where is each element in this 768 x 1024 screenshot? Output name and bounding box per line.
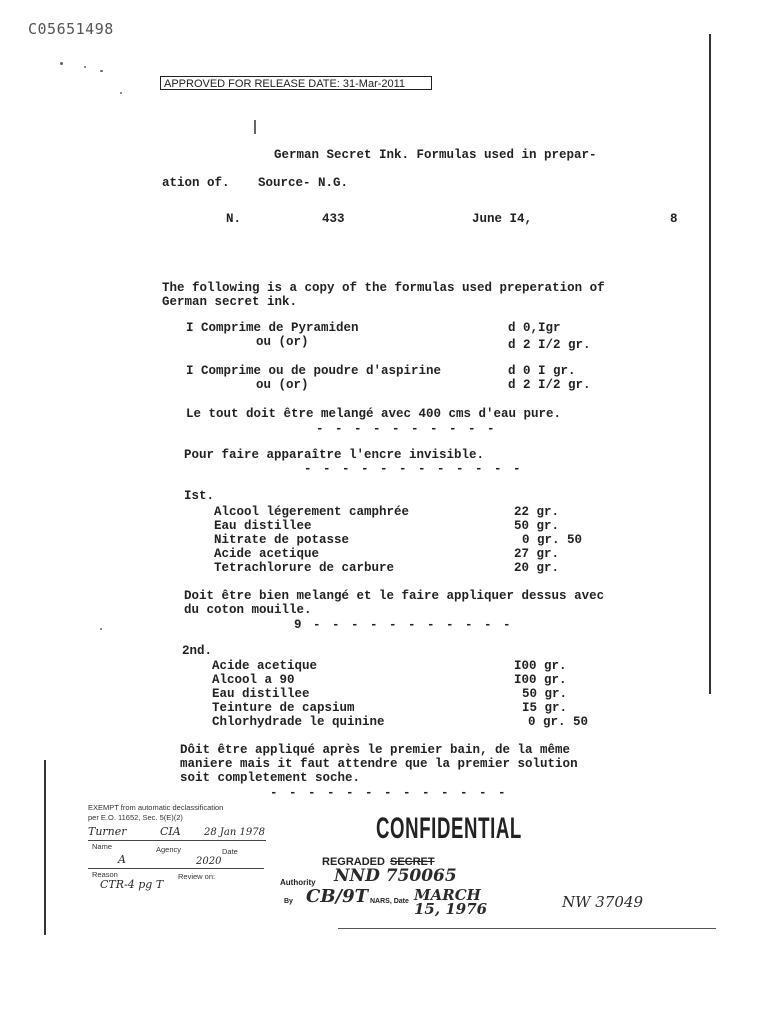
formula-name: ou (or) — [256, 378, 309, 392]
separator: - - - - - - - - - - - - — [304, 462, 523, 476]
ingredient-name: Tetrachlorure de carbure — [214, 561, 395, 575]
scan-speck — [60, 62, 63, 65]
second-solution-note-2: maniere mais it faut attendre que la premier solution — [180, 757, 578, 771]
exempt-line-2: per E.O. 11652, Sec. 5(E)(2) — [88, 813, 183, 822]
ingredient-name: Acide acetique — [212, 659, 318, 673]
scan-speck — [84, 66, 86, 68]
ingredient-qty: 27 gr. — [514, 547, 560, 561]
ingredient-qty: 50 gr. — [522, 687, 568, 701]
exempt-divider — [88, 840, 266, 841]
regraded-label: REGRADED — [322, 856, 385, 868]
formula-qty: d 2 I/2 gr. — [508, 338, 591, 352]
ingredient-qty: 22 gr. — [514, 505, 560, 519]
separator: - - - - - - - - - - — [316, 422, 497, 436]
first-solution-note-1: Doit être bien melangé et le faire appliquer dessus avec — [184, 589, 605, 603]
ingredient-name: Eau distillee — [212, 687, 310, 701]
nars-date-label: NARS, Date — [370, 898, 409, 905]
page-bottom-line — [338, 928, 716, 929]
ingredient-qty: I00 gr. — [514, 673, 567, 687]
ingredient-qty: I5 gr. — [522, 701, 568, 715]
exempt-review-value: 2020 — [196, 856, 222, 867]
formula-name: I Comprime ou de poudre d'aspirine — [186, 364, 442, 378]
ingredient-name: Teinture de capsium — [212, 701, 355, 715]
ingredient-qty: I00 gr. — [514, 659, 567, 673]
title-line-1: German Secret Ink. Formulas used in prepar- — [274, 148, 597, 162]
confidential-stamp: CONFIDENTIAL — [376, 812, 522, 845]
regraded-struck: SECRET — [390, 856, 435, 868]
formula-name: ou (or) — [256, 335, 309, 349]
ingredient-qty: 20 gr. — [514, 561, 560, 575]
reference-date: June I4, — [472, 212, 533, 226]
scan-speck — [100, 628, 102, 630]
ingredient-name: Nitrate de potasse — [214, 533, 350, 547]
exempt-reason-value: A — [118, 853, 126, 866]
exempt-code-value: CTR-4 pg T — [100, 878, 164, 891]
exempt-name-label: Name — [92, 842, 113, 851]
authority-label: Authority — [280, 878, 316, 887]
formula-qty: d 2 I/2 gr. — [508, 378, 591, 392]
formula-name: I Comprime de Pyramiden — [186, 321, 359, 335]
exempt-divider — [88, 868, 264, 869]
page-edge-right — [709, 34, 711, 694]
separator: - - - - - - - - - - - - - — [270, 786, 508, 800]
by-value: CB/9T — [306, 886, 369, 907]
mix-note: Le tout doit être melangé avec 400 cms d'eau pure. — [186, 407, 562, 421]
intro-line-2: German secret ink. — [162, 295, 298, 309]
ingredient-qty: 50 gr. — [514, 519, 560, 533]
intro-line-1: The following is a copy of the formulas used preperation of — [162, 281, 605, 295]
authority-value: NND 750065 — [334, 866, 457, 886]
exempt-name-value: Turner — [88, 825, 127, 838]
source-label: Source- N.G. — [258, 176, 349, 190]
scan-speck — [254, 120, 256, 134]
page-number: 8 — [670, 212, 678, 226]
title-line-2-label: ation of. — [162, 176, 230, 190]
reveal-title: Pour faire apparaître l'encre invisible. — [184, 448, 485, 462]
second-solution-note-1: Dôit être appliqué après le premier bain, de la même — [180, 743, 571, 757]
ingredient-qty: 0 gr. 50 — [528, 715, 589, 729]
second-solution-note-3: soit completement soche. — [180, 771, 361, 785]
first-solution-label: Ist. — [184, 489, 215, 503]
marginal-code: NW 37049 — [562, 893, 644, 911]
second-solution-label: 2nd. — [182, 644, 213, 658]
document-id: C05651498 — [28, 20, 114, 38]
ingredient-name: Alcool légerement camphrée — [214, 505, 410, 519]
ingredient-name: Chlorhydrade le quinine — [212, 715, 385, 729]
ingredient-qty: 0 gr. 50 — [522, 533, 583, 547]
exempt-date-value: 28 Jan 1978 — [204, 827, 265, 838]
release-stamp: APPROVED FOR RELEASE DATE: 31-Mar-2011 — [160, 76, 432, 90]
exempt-agency-label: Agency — [156, 845, 182, 854]
by-label: By — [284, 898, 293, 905]
reference-n-label: N. — [226, 212, 242, 226]
exempt-date-label: Date — [222, 847, 238, 856]
first-solution-note-2: du coton mouille. — [184, 603, 312, 617]
ingredient-name: Eau distillee — [214, 519, 312, 533]
ingredient-name: Acide acetique — [214, 547, 320, 561]
exempt-agency-value: CIA — [160, 825, 181, 838]
reference-number: 433 — [322, 212, 345, 226]
ingredient-name: Alcool a 90 — [212, 673, 295, 687]
formula-qty: d 0,Igr — [508, 321, 561, 335]
exempt-reason-label: Reason — [92, 870, 118, 879]
separator: 9 - - - - - - - - - - - — [294, 618, 513, 632]
exempt-review-label: Review on: — [178, 872, 216, 881]
nars-date-value: MARCH 15, 1976 — [414, 886, 488, 918]
scan-speck — [100, 70, 103, 72]
formula-qty: d 0 I gr. — [508, 364, 576, 378]
scan-speck — [120, 92, 122, 94]
exempt-line-1: EXEMPT from automatic declassification — [88, 803, 224, 812]
page-edge-left — [44, 760, 46, 935]
